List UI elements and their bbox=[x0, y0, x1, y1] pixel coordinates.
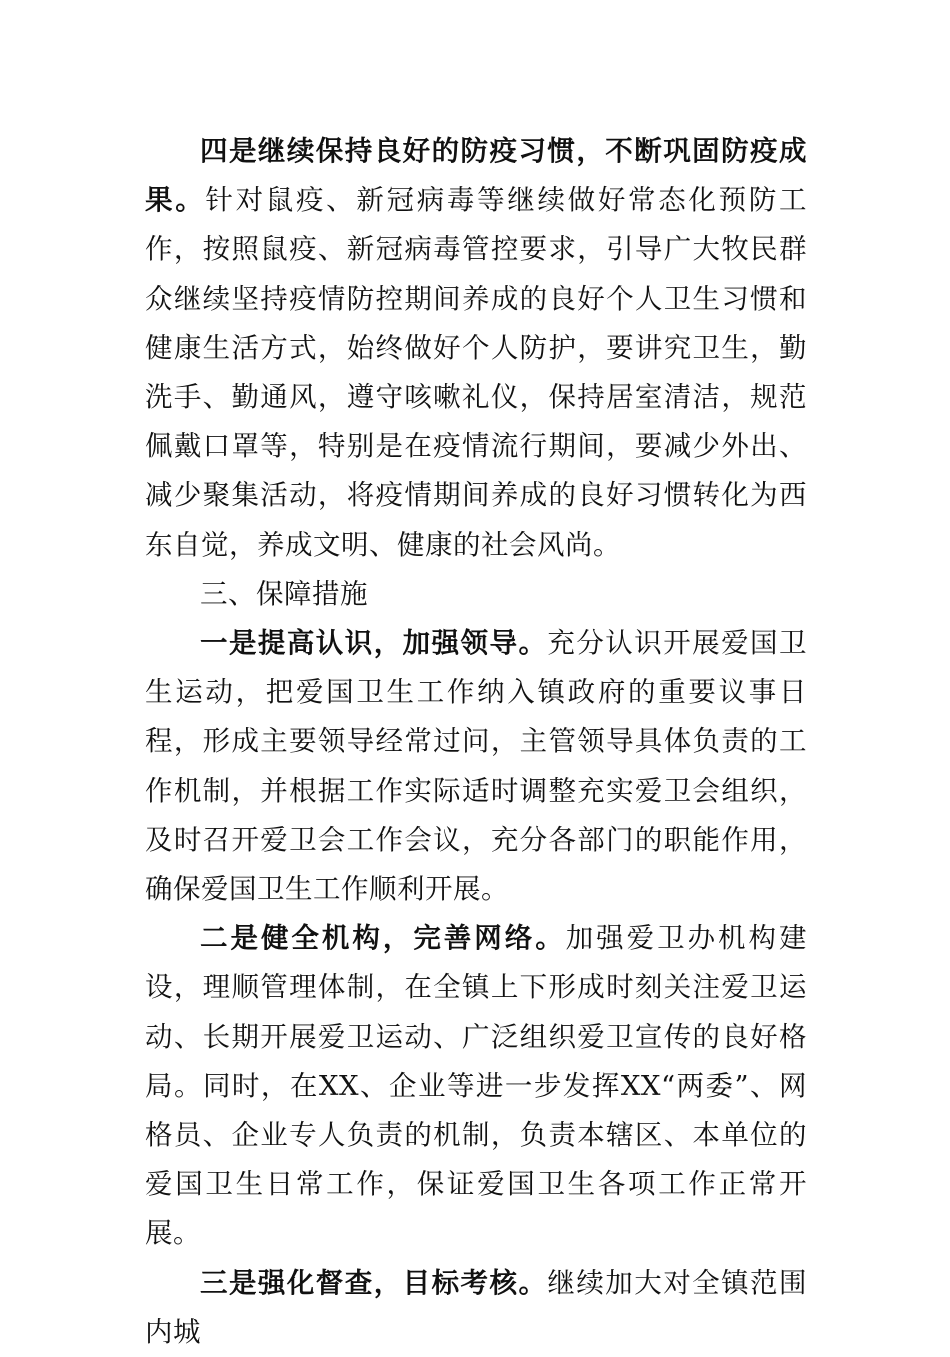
paragraph-body: 继续加大对全镇范围内城 bbox=[145, 1266, 808, 1348]
document-page bbox=[145, 127, 807, 1357]
paragraph-body: 加强爱卫办机构建设，理顺管理体制，在全镇上下形成时刻关注爱卫运动、长期开展爱卫运动、广泛组织爱卫宣传的良好格局。同时，在XX、企业等进一步发挥XX“两委”、网格员、企业专人负责的机制，负责本辖区、本单位的爱国卫生日常工作，保证爱国卫生各项工作正常开展。 bbox=[145, 922, 808, 1250]
paragraph-body: 充分认识开展爱国卫生运动，把爱国卫生工作纳入镇政府的重要议事日程，形成主要领导经常过问，主管领导具体负责的工作机制，并根据工作实际适时调整充实爱卫会组织，及时召开爱卫会工作会议，充分各部门的职能作用，确保爱国卫生工作顺利开展。 bbox=[145, 627, 808, 906]
paragraph-epidemic-habits bbox=[145, 127, 807, 570]
paragraph-lead: 四是继续保持良好的防疫习惯，不断巩固防疫成果。 bbox=[145, 135, 807, 217]
paragraph-measure-2 bbox=[145, 914, 807, 1258]
paragraph-lead: 一是提高认识，加强领导。 bbox=[200, 627, 548, 660]
paragraph-lead: 二是健全机构，完善网络。 bbox=[200, 922, 566, 955]
paragraph-lead: 三是强化督查，目标考核。 bbox=[200, 1266, 548, 1299]
paragraph-body: 针对鼠疫、新冠病毒等继续做好常态化预防工作，按照鼠疫、新冠病毒管控要求，引导广大牧民群众继续坚持疫情防控期间养成的良好个人卫生习惯和健康生活方式，始终做好个人防护，要讲究卫生，勤洗手、勤通风，遵守咳嗽礼仪，保持居室清洁，规范佩戴口罩等，特别是在疫情流行期间，要减少外出、减少聚集活动，将疫情期间养成的良好习惯转化为西东自觉，养成文明、健康的社会风尚。 bbox=[145, 184, 808, 561]
paragraph-measure-1 bbox=[145, 619, 807, 914]
paragraph-measure-3 bbox=[145, 1259, 807, 1357]
section-heading: 三、保障措施 bbox=[200, 577, 368, 610]
